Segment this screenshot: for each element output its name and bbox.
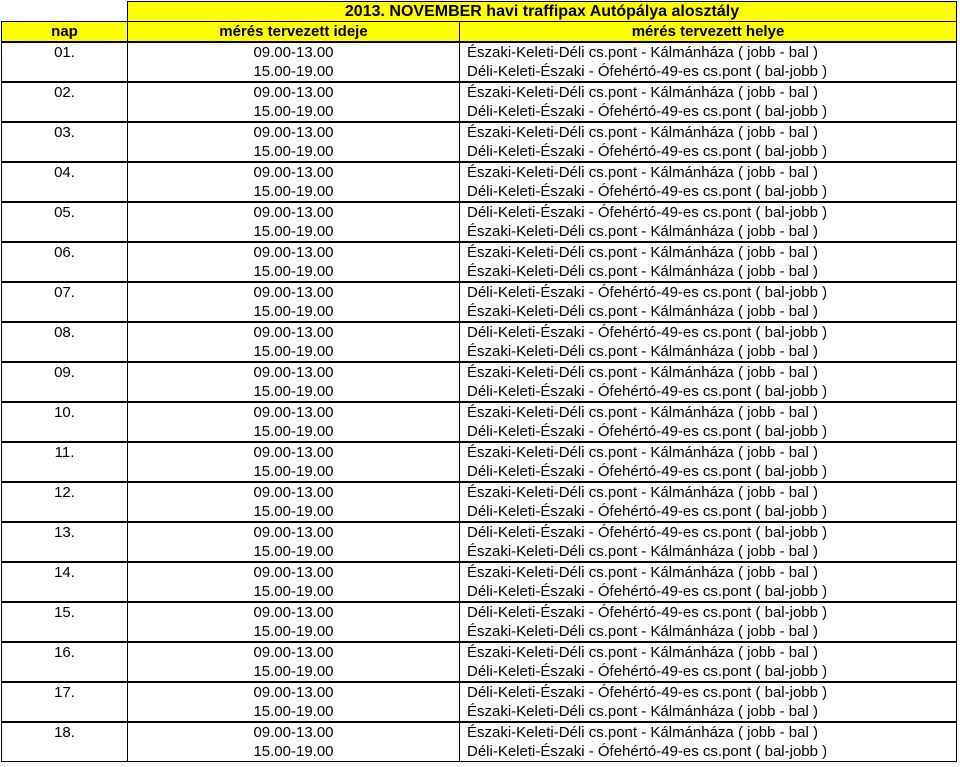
time-cell: 15.00-19.00 <box>128 422 460 442</box>
header-ido: mérés tervezett ideje <box>128 22 460 43</box>
table-row <box>2 222 957 242</box>
day-cell <box>2 702 128 722</box>
time-cell: 15.00-19.00 <box>128 622 460 642</box>
location-cell: Déli-Keleti-Északi - Ófehértó-49-es cs.pont ( bal-jobb ) <box>460 602 957 622</box>
table-row <box>2 702 957 722</box>
table-row <box>2 682 957 702</box>
schedule-table <box>1 1 957 762</box>
location-cell: Északi-Keleti-Déli cs.pont - Kálmánháza ( jobb - bal ) <box>460 122 957 142</box>
location-cell: Északi-Keleti-Déli cs.pont - Kálmánháza ( jobb - bal ) <box>460 342 957 362</box>
table-row <box>2 502 957 522</box>
schedule-body <box>2 42 957 762</box>
day-cell: 15. <box>2 602 128 622</box>
title-row <box>2 2 957 22</box>
table-row <box>2 42 957 62</box>
time-cell: 09.00-13.00 <box>128 42 460 62</box>
table-row <box>2 162 957 182</box>
time-cell: 09.00-13.00 <box>128 602 460 622</box>
day-cell <box>2 102 128 122</box>
location-cell: Déli-Keleti-Északi - Ófehértó-49-es cs.pont ( bal-jobb ) <box>460 102 957 122</box>
location-cell: Déli-Keleti-Északi - Ófehértó-49-es cs.pont ( bal-jobb ) <box>460 582 957 602</box>
location-cell: Északi-Keleti-Déli cs.pont - Kálmánháza ( jobb - bal ) <box>460 162 957 182</box>
time-cell: 15.00-19.00 <box>128 462 460 482</box>
location-cell: Déli-Keleti-Északi - Ófehértó-49-es cs.pont ( bal-jobb ) <box>460 142 957 162</box>
table-row <box>2 82 957 102</box>
table-row <box>2 182 957 202</box>
sheet-title: 2013. NOVEMBER havi traffipax Autópálya alosztály <box>128 2 957 22</box>
time-cell: 09.00-13.00 <box>128 682 460 702</box>
schedule-sheet <box>1 1 956 762</box>
day-cell: 05. <box>2 202 128 222</box>
location-cell: Déli-Keleti-Északi - Ófehértó-49-es cs.pont ( bal-jobb ) <box>460 182 957 202</box>
table-row <box>2 742 957 762</box>
location-cell: Északi-Keleti-Déli cs.pont - Kálmánháza ( jobb - bal ) <box>460 242 957 262</box>
time-cell: 09.00-13.00 <box>128 162 460 182</box>
table-row <box>2 362 957 382</box>
day-cell: 10. <box>2 402 128 422</box>
day-cell: 17. <box>2 682 128 702</box>
time-cell: 09.00-13.00 <box>128 242 460 262</box>
location-cell: Déli-Keleti-Északi - Ófehértó-49-es cs.pont ( bal-jobb ) <box>460 662 957 682</box>
location-cell: Déli-Keleti-Északi - Ófehértó-49-es cs.pont ( bal-jobb ) <box>460 462 957 482</box>
table-row <box>2 62 957 82</box>
time-cell: 15.00-19.00 <box>128 302 460 322</box>
location-cell: Északi-Keleti-Déli cs.pont - Kálmánháza ( jobb - bal ) <box>460 82 957 102</box>
location-cell: Északi-Keleti-Déli cs.pont - Kálmánháza ( jobb - bal ) <box>460 402 957 422</box>
time-cell: 09.00-13.00 <box>128 722 460 742</box>
table-row <box>2 622 957 642</box>
time-cell: 09.00-13.00 <box>128 362 460 382</box>
table-row <box>2 442 957 462</box>
location-cell: Déli-Keleti-Északi - Ófehértó-49-es cs.pont ( bal-jobb ) <box>460 502 957 522</box>
location-cell: Északi-Keleti-Déli cs.pont - Kálmánháza ( jobb - bal ) <box>460 722 957 742</box>
table-row <box>2 642 957 662</box>
time-cell: 09.00-13.00 <box>128 522 460 542</box>
table-row <box>2 122 957 142</box>
day-cell: 06. <box>2 242 128 262</box>
table-row <box>2 402 957 422</box>
day-cell <box>2 182 128 202</box>
table-row <box>2 582 957 602</box>
day-cell <box>2 142 128 162</box>
time-cell: 09.00-13.00 <box>128 442 460 462</box>
table-row <box>2 602 957 622</box>
title-blank-cell <box>2 2 128 22</box>
day-cell: 18. <box>2 722 128 742</box>
time-cell: 15.00-19.00 <box>128 382 460 402</box>
table-row <box>2 722 957 742</box>
time-cell: 09.00-13.00 <box>128 282 460 302</box>
day-cell: 16. <box>2 642 128 662</box>
location-cell: Déli-Keleti-Északi - Ófehértó-49-es cs.pont ( bal-jobb ) <box>460 202 957 222</box>
day-cell: 14. <box>2 562 128 582</box>
table-row <box>2 482 957 502</box>
time-cell: 15.00-19.00 <box>128 142 460 162</box>
day-cell <box>2 342 128 362</box>
time-cell: 15.00-19.00 <box>128 542 460 562</box>
location-cell: Északi-Keleti-Déli cs.pont - Kálmánháza ( jobb - bal ) <box>460 642 957 662</box>
day-cell <box>2 302 128 322</box>
table-row <box>2 382 957 402</box>
time-cell: 15.00-19.00 <box>128 262 460 282</box>
location-cell: Északi-Keleti-Déli cs.pont - Kálmánháza ( jobb - bal ) <box>460 702 957 722</box>
time-cell: 15.00-19.00 <box>128 342 460 362</box>
time-cell: 09.00-13.00 <box>128 642 460 662</box>
time-cell: 15.00-19.00 <box>128 182 460 202</box>
day-cell: 04. <box>2 162 128 182</box>
day-cell: 01. <box>2 42 128 62</box>
day-cell: 12. <box>2 482 128 502</box>
table-row <box>2 662 957 682</box>
location-cell: Déli-Keleti-Északi - Ófehértó-49-es cs.pont ( bal-jobb ) <box>460 682 957 702</box>
day-cell: 09. <box>2 362 128 382</box>
location-cell: Északi-Keleti-Déli cs.pont - Kálmánháza ( jobb - bal ) <box>460 222 957 242</box>
table-row <box>2 522 957 542</box>
day-cell <box>2 262 128 282</box>
day-cell: 11. <box>2 442 128 462</box>
day-cell <box>2 222 128 242</box>
day-cell <box>2 502 128 522</box>
day-cell: 07. <box>2 282 128 302</box>
day-cell <box>2 542 128 562</box>
day-cell: 08. <box>2 322 128 342</box>
time-cell: 15.00-19.00 <box>128 702 460 722</box>
location-cell: Déli-Keleti-Északi - Ófehértó-49-es cs.pont ( bal-jobb ) <box>460 322 957 342</box>
time-cell: 15.00-19.00 <box>128 222 460 242</box>
time-cell: 15.00-19.00 <box>128 582 460 602</box>
table-row <box>2 342 957 362</box>
location-cell: Északi-Keleti-Déli cs.pont - Kálmánháza ( jobb - bal ) <box>460 542 957 562</box>
table-row <box>2 422 957 442</box>
location-cell: Északi-Keleti-Déli cs.pont - Kálmánháza ( jobb - bal ) <box>460 622 957 642</box>
time-cell: 09.00-13.00 <box>128 322 460 342</box>
location-cell: Déli-Keleti-Északi - Ófehértó-49-es cs.pont ( bal-jobb ) <box>460 282 957 302</box>
table-row <box>2 542 957 562</box>
header-hely: mérés tervezett helye <box>460 22 957 43</box>
location-cell: Északi-Keleti-Déli cs.pont - Kálmánháza ( jobb - bal ) <box>460 262 957 282</box>
day-cell <box>2 422 128 442</box>
day-cell <box>2 622 128 642</box>
table-row <box>2 262 957 282</box>
day-cell: 02. <box>2 82 128 102</box>
time-cell: 15.00-19.00 <box>128 62 460 82</box>
table-row <box>2 102 957 122</box>
time-cell: 09.00-13.00 <box>128 482 460 502</box>
header-row <box>2 22 957 43</box>
location-cell: Északi-Keleti-Déli cs.pont - Kálmánháza ( jobb - bal ) <box>460 442 957 462</box>
location-cell: Déli-Keleti-Északi - Ófehértó-49-es cs.pont ( bal-jobb ) <box>460 522 957 542</box>
time-cell: 15.00-19.00 <box>128 502 460 522</box>
table-row <box>2 142 957 162</box>
location-cell: Északi-Keleti-Déli cs.pont - Kálmánháza ( jobb - bal ) <box>460 362 957 382</box>
location-cell: Déli-Keleti-Északi - Ófehértó-49-es cs.pont ( bal-jobb ) <box>460 382 957 402</box>
time-cell: 09.00-13.00 <box>128 82 460 102</box>
table-row <box>2 462 957 482</box>
time-cell: 15.00-19.00 <box>128 662 460 682</box>
day-cell: 03. <box>2 122 128 142</box>
day-cell <box>2 382 128 402</box>
day-cell <box>2 582 128 602</box>
location-cell: Északi-Keleti-Déli cs.pont - Kálmánháza ( jobb - bal ) <box>460 482 957 502</box>
time-cell: 09.00-13.00 <box>128 402 460 422</box>
time-cell: 09.00-13.00 <box>128 562 460 582</box>
time-cell: 15.00-19.00 <box>128 742 460 762</box>
table-row <box>2 562 957 582</box>
day-cell <box>2 62 128 82</box>
table-row <box>2 282 957 302</box>
location-cell: Déli-Keleti-Északi - Ófehértó-49-es cs.pont ( bal-jobb ) <box>460 742 957 762</box>
time-cell: 09.00-13.00 <box>128 202 460 222</box>
header-nap: nap <box>2 22 128 43</box>
location-cell: Északi-Keleti-Déli cs.pont - Kálmánháza ( jobb - bal ) <box>460 562 957 582</box>
location-cell: Északi-Keleti-Déli cs.pont - Kálmánháza ( jobb - bal ) <box>460 42 957 62</box>
table-row <box>2 202 957 222</box>
time-cell: 09.00-13.00 <box>128 122 460 142</box>
location-cell: Északi-Keleti-Déli cs.pont - Kálmánháza ( jobb - bal ) <box>460 302 957 322</box>
table-row <box>2 242 957 262</box>
location-cell: Déli-Keleti-Északi - Ófehértó-49-es cs.pont ( bal-jobb ) <box>460 422 957 442</box>
table-row <box>2 322 957 342</box>
day-cell: 13. <box>2 522 128 542</box>
day-cell <box>2 742 128 762</box>
day-cell <box>2 462 128 482</box>
table-row <box>2 302 957 322</box>
time-cell: 15.00-19.00 <box>128 102 460 122</box>
location-cell: Déli-Keleti-Északi - Ófehértó-49-es cs.pont ( bal-jobb ) <box>460 62 957 82</box>
day-cell <box>2 662 128 682</box>
